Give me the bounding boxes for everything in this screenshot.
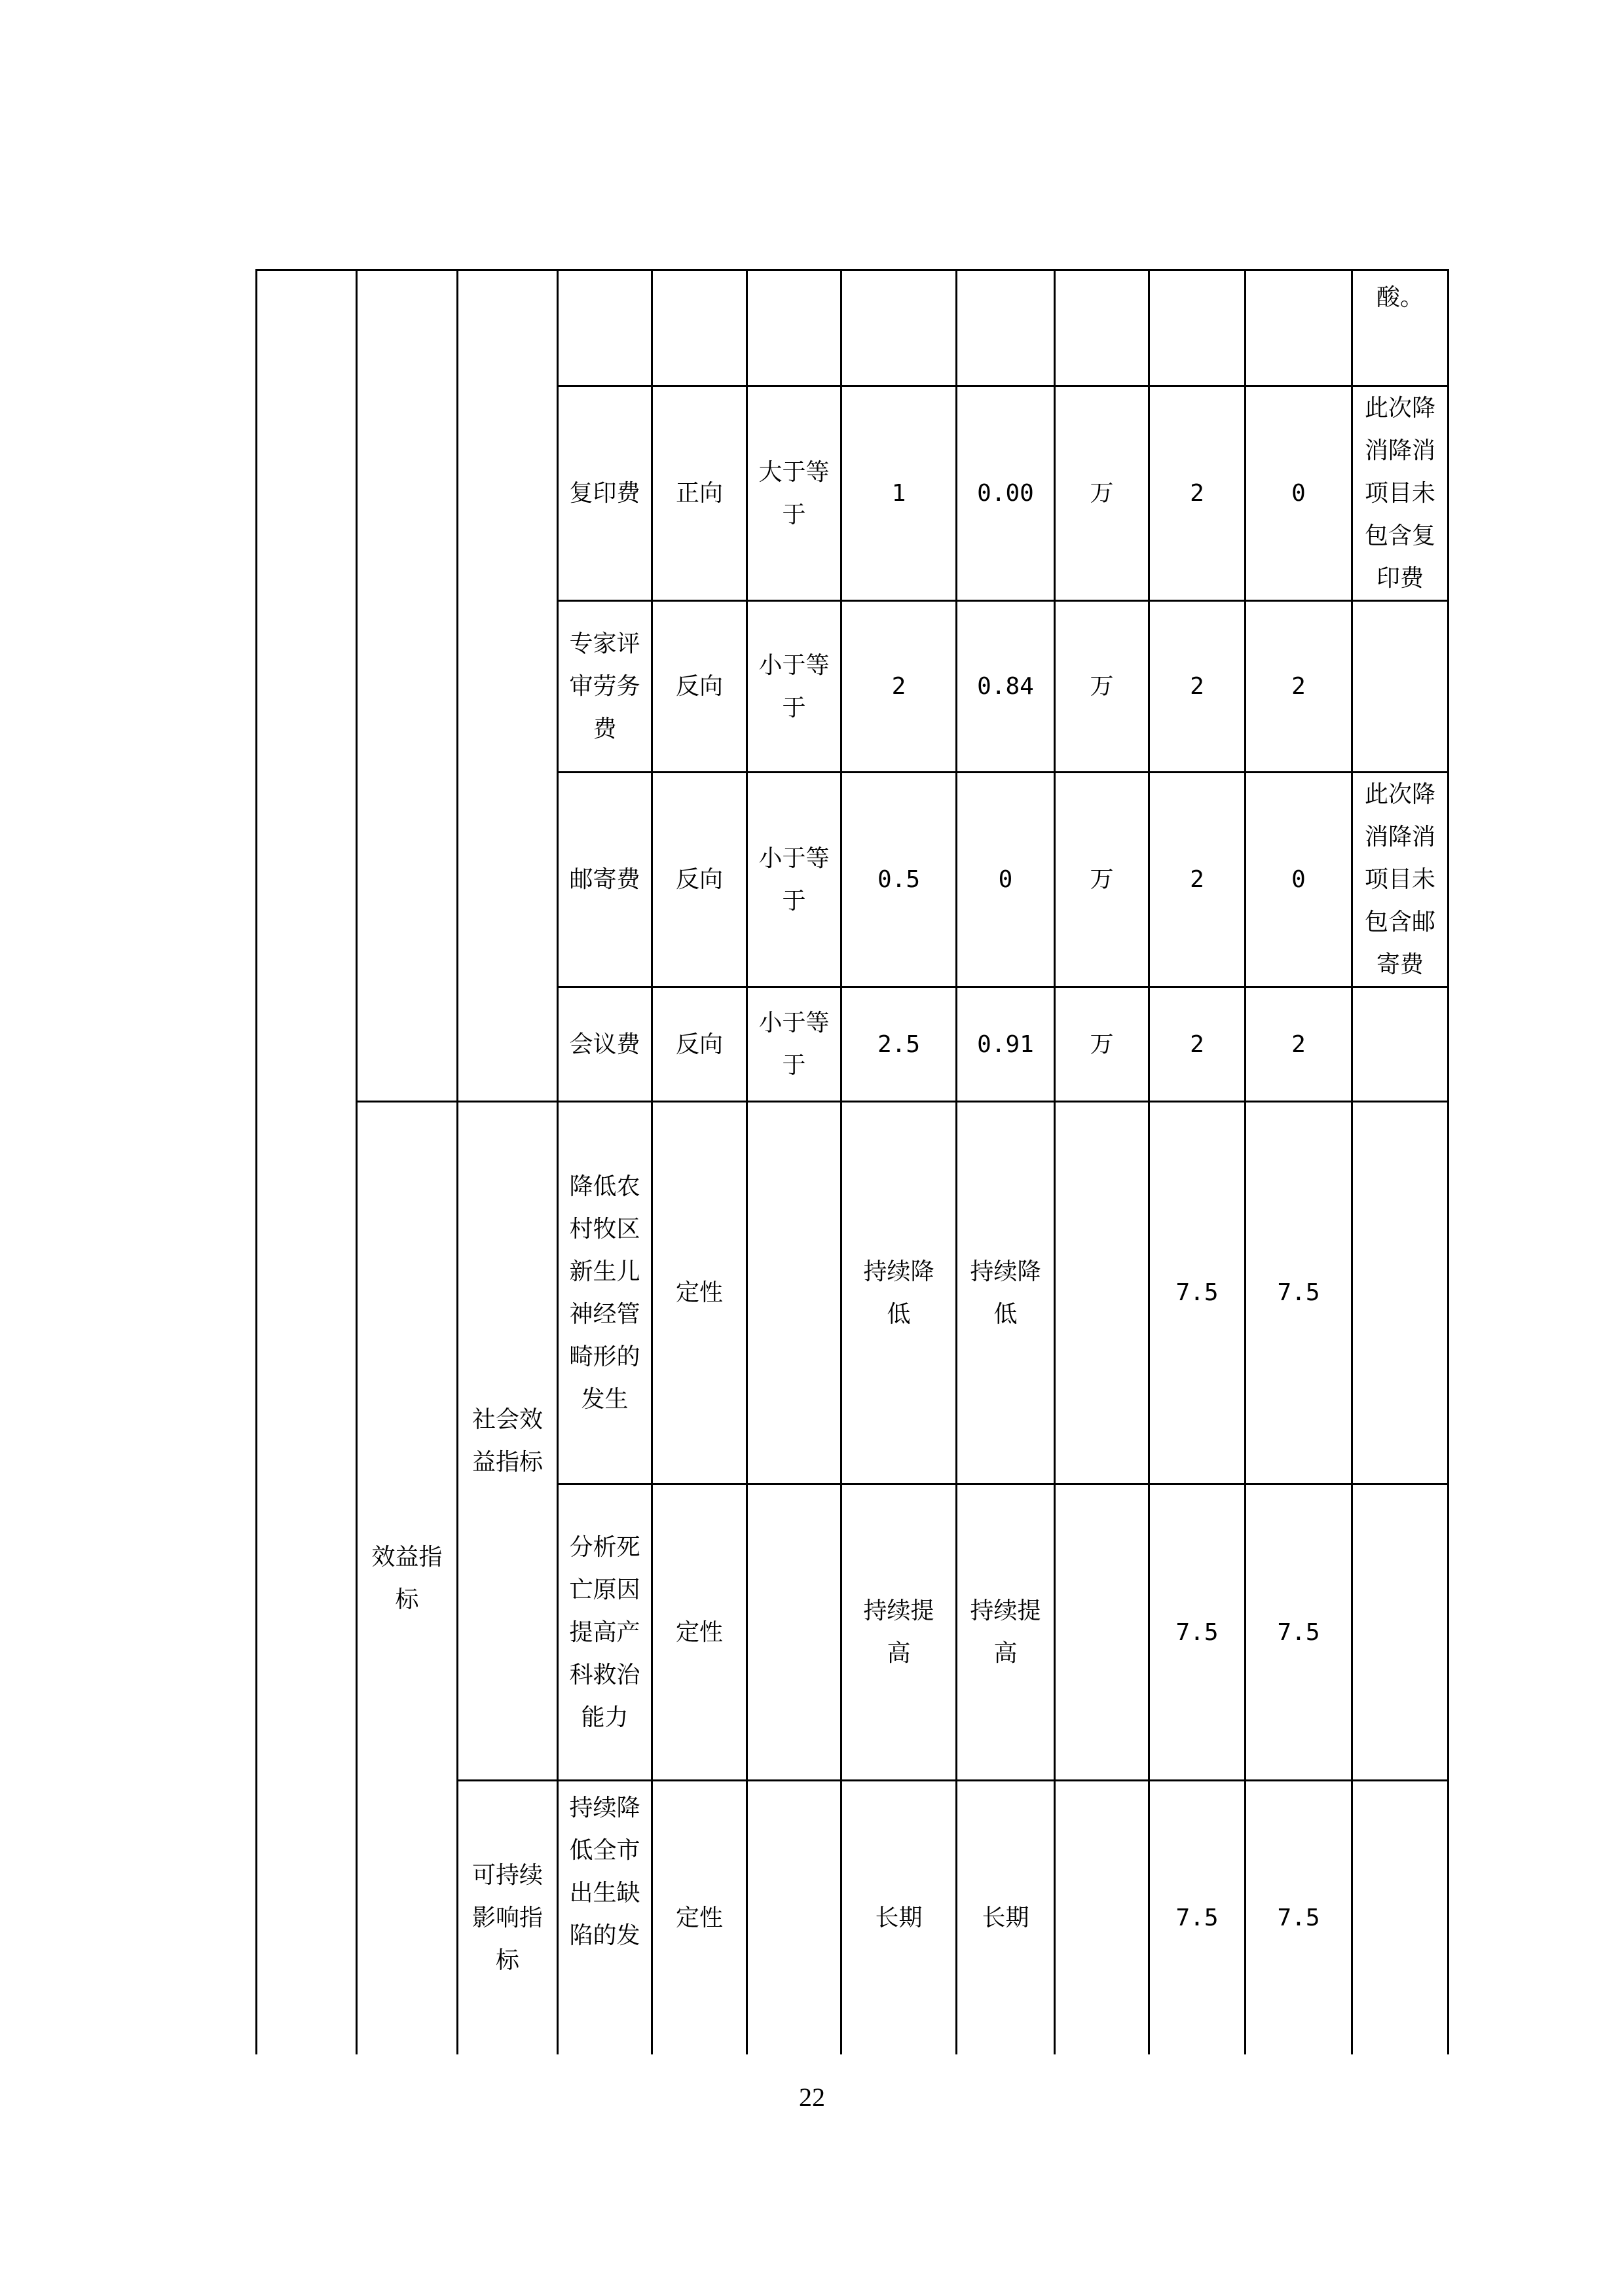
level1-cell [357,270,458,1102]
level2-cell [458,270,558,1102]
weight-cell: 2 [1149,773,1246,987]
unit-cell [1055,1102,1149,1484]
weight-cell: 7.5 [1149,1102,1246,1484]
direction-cell: 反向 [652,773,747,987]
actual-cell: 持续提高 [957,1484,1055,1781]
compare-cell [747,270,841,386]
score-cell: 0 [1246,773,1352,987]
level2-cell: 可持续影响指标 [458,1781,558,2054]
score-cell: 7.5 [1246,1102,1352,1484]
unit-cell: 万 [1055,987,1149,1102]
actual-cell: 0 [957,773,1055,987]
indicator-cell: 分析死亡原因提高产科救治能力 [558,1484,652,1781]
score-cell: 2 [1246,987,1352,1102]
unit-cell: 万 [1055,601,1149,773]
compare-cell [747,1484,841,1781]
table-row [257,270,1449,386]
direction-cell: 反向 [652,601,747,773]
score-cell [1246,270,1352,386]
actual-cell: 0.84 [957,601,1055,773]
target-cell: 1 [841,386,957,601]
unit-cell [1055,1781,1149,2054]
weight-cell: 2 [1149,987,1246,1102]
compare-cell: 大于等于 [747,386,841,601]
page-number: 22 [799,2083,825,2112]
unit-cell [1055,1484,1149,1781]
level2-cell: 社会效益指标 [458,1102,558,1781]
note-cell [1352,987,1449,1102]
weight-cell [1149,270,1246,386]
target-cell: 0.5 [841,773,957,987]
indicator-cell: 复印费 [558,386,652,601]
note-cell: 此次降消降消项目未包含复印费 [1352,386,1449,601]
score-cell: 2 [1246,601,1352,773]
target-cell [841,270,957,386]
unit-cell: 万 [1055,773,1149,987]
indicator-cell: 持续降低全市出生缺陷的发 [558,1781,652,2054]
actual-cell: 0.91 [957,987,1055,1102]
note-cell: 此次降消降消项目未包含邮寄费 [1352,773,1449,987]
note-cell [1352,601,1449,773]
target-cell: 长期 [841,1781,957,2054]
actual-cell [957,270,1055,386]
compare-cell [747,1102,841,1484]
weight-cell: 2 [1149,386,1246,601]
first-level-cell [257,270,357,2054]
indicator-cell [558,270,652,386]
score-cell: 0 [1246,386,1352,601]
direction-cell: 定性 [652,1102,747,1484]
compare-cell [747,1781,841,2054]
unit-cell [1055,270,1149,386]
indicator-cell: 专家评审劳务费 [558,601,652,773]
direction-cell: 定性 [652,1781,747,2054]
target-cell: 2 [841,601,957,773]
score-cell: 7.5 [1246,1484,1352,1781]
target-cell: 持续降低 [841,1102,957,1484]
indicator-cell: 邮寄费 [558,773,652,987]
performance-indicator-table [255,269,1449,2054]
direction-cell: 正向 [652,386,747,601]
weight-cell: 7.5 [1149,1781,1246,2054]
direction-cell [652,270,747,386]
actual-cell: 持续降低 [957,1102,1055,1484]
table-row [257,1102,1449,1484]
note-cell [1352,1781,1449,2054]
score-cell: 7.5 [1246,1781,1352,2054]
weight-cell: 7.5 [1149,1484,1246,1781]
level1-cell: 效益指标 [357,1102,458,2054]
indicator-cell: 降低农村牧区新生儿神经管畸形的发生 [558,1102,652,1484]
compare-cell: 小于等于 [747,987,841,1102]
weight-cell: 2 [1149,601,1246,773]
compare-cell: 小于等于 [747,601,841,773]
indicator-cell: 会议费 [558,987,652,1102]
direction-cell: 反向 [652,987,747,1102]
compare-cell: 小于等于 [747,773,841,987]
note-cell [1352,1102,1449,1484]
note-cell: 酸。 [1352,270,1449,386]
note-cell [1352,1484,1449,1781]
direction-cell: 定性 [652,1484,747,1781]
target-cell: 持续提高 [841,1484,957,1781]
unit-cell: 万 [1055,386,1149,601]
target-cell: 2.5 [841,987,957,1102]
actual-cell: 0.00 [957,386,1055,601]
actual-cell: 长期 [957,1781,1055,2054]
